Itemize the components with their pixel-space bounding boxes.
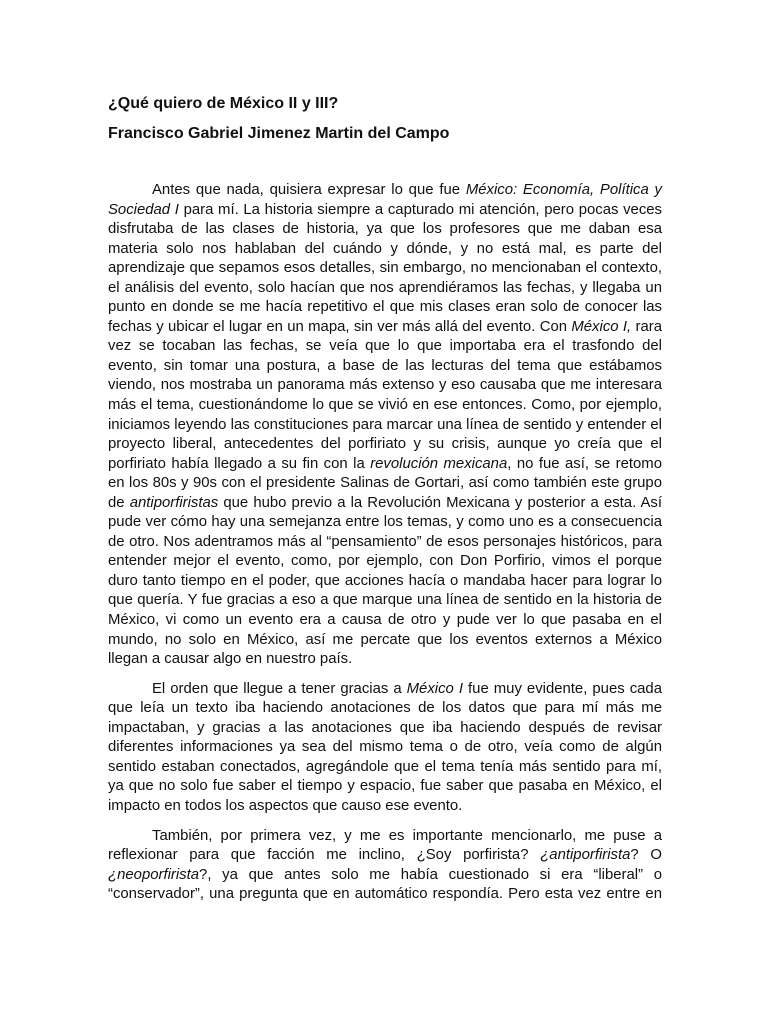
italic-text: México I xyxy=(406,680,463,697)
text-run: ?, ya que antes solo me había cuestionado si era “liberal” o “conservador”, una pregunta que en automático respondía. Pero esta vez entre en xyxy=(108,866,662,903)
text-run: que hubo previo a la Revolución Mexicana y posterior a esta. Así pude ver cómo hay una semejanza entre los temas, y como uno es a consecuencia de otro. Nos adentramos más al “pensamiento” de esos personajes históricos, para entender mejor el evento, como, por ejemplo, con Don Porfirio, vimos el porque duro tanto tiempo en el poder, que acciones hacía o mandaba hacer para lograr lo que quería. Y fue gracias a eso a que marque una línea de sentido en la historia de México, vi como un evento era a causa de otro y pude ver lo que pasaba en el mundo, no solo en México, así me percate que los eventos externos a México llegan a causar algo en nuestro país. xyxy=(108,494,663,668)
text-run: para mí. La historia siempre a capturado mi atención, pero pocas veces disfrutaba de las clases de historia, ya que los profesores que me daban esa materia solo nos hablaban del cuándo y dónde, y no está mal, es parte del aprendizaje que sepamos esos detalles, sin embargo, no mencionaban el contexto, el análisis del evento, solo hacían que nos aprendiéramos las fechas, y llegaba un punto en donde se me hacía repetitivo el que mis clases eran solo de conocer las fechas y ubicar el lugar en un mapa, sin ver más allá del evento. Con xyxy=(108,201,663,335)
italic-text: antiporfiristas xyxy=(129,494,219,511)
text-run: Antes que nada, quisiera expresar lo que fue xyxy=(152,182,466,198)
italic-text: ¿neoporfirista xyxy=(108,866,200,883)
document-title: ¿Qué quiero de México II y III? xyxy=(108,95,339,112)
document-body xyxy=(108,181,662,915)
italic-text: México: Economía, Política y Sociedad I xyxy=(108,182,662,218)
italic-text: revolución mexicana xyxy=(370,455,508,472)
paragraph-1 xyxy=(108,181,662,670)
text-run: El orden que llegue a tener gracias a xyxy=(152,680,407,697)
text-run: ? O xyxy=(630,847,662,864)
document-author: Francisco Gabriel Jimenez Martin del Campo xyxy=(108,125,450,142)
italic-text: México I, xyxy=(571,318,632,335)
text-run: , no fue así, se retomo en los 80s y 90s con el presidente Salinas de Gortari, así como también este grupo de xyxy=(108,455,662,511)
text-run: fue muy evidente, pues cada que leía un texto iba haciendo anotaciones de los datos que para mí más me impactaban, y gracias a las anotaciones que iba haciendo después de revisar diferentes informaciones ya sea del mismo tema o de otro, veía como de algún sentido estaban conectados, agregándole que el tema tenía más sentido para mí, ya que no solo fue saber el tiempo y espacio, fue saber que pasaba en México, el impacto en todos los aspectos que causo ese evento. xyxy=(108,680,662,814)
text-run: También, por primera vez, y me es importante mencionarlo, me puse a reflexionar para que facción me inclino, ¿Soy porfirista? xyxy=(108,827,662,864)
paragraph-2 xyxy=(108,680,662,817)
text-run: rara vez se tocaban las fechas, se veía que lo que importaba era el trasfondo del evento, sin tomar una postura, a base de las lecturas del tema que estábamos viendo, nos mostraba un panorama más extenso y eso causaba que me interesara más el tema, cuestionándome lo que se vivió en ese entonces. Como, por ejemplo, iniciamos leyendo las constituciones para marcar una línea de sentido y entender el proyecto liberal, antecedentes del porfiriato y su crisis, aunque yo creía que el porfiriato había llegado a su fin con la xyxy=(108,318,662,472)
italic-text: ¿antiporfirista xyxy=(540,847,631,864)
paragraph-3 xyxy=(108,827,662,905)
